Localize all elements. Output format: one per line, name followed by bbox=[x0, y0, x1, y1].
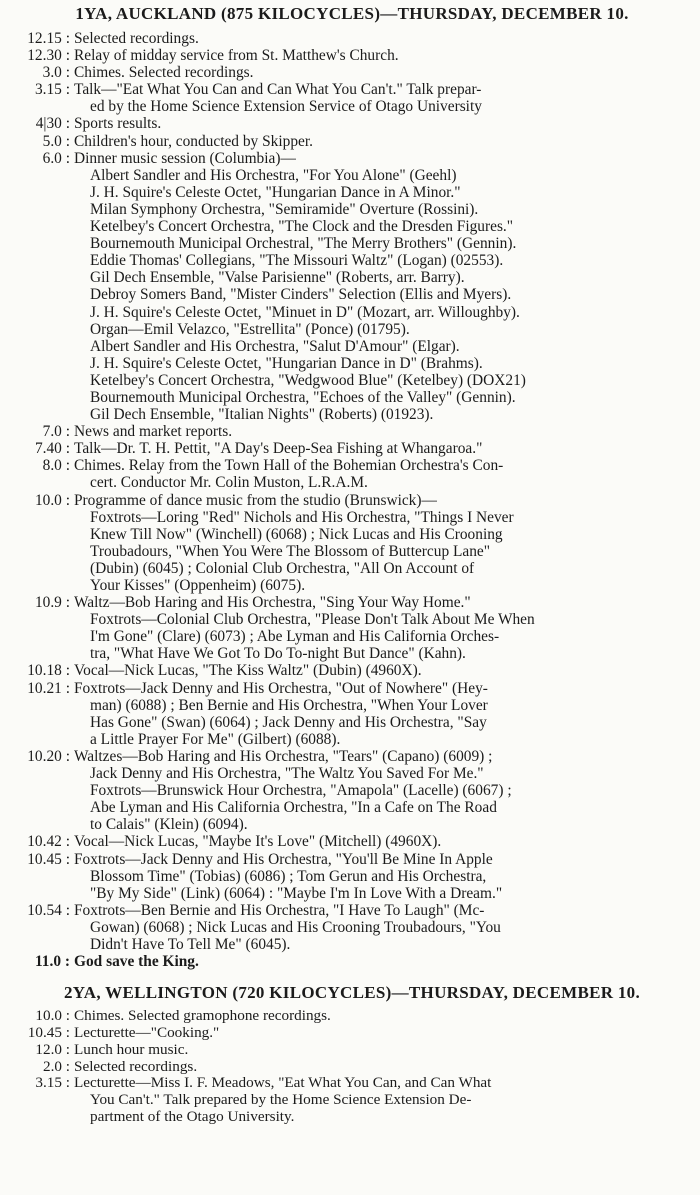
entry-time: 10.9 : bbox=[34, 594, 70, 612]
entry-line: Selected recordings. bbox=[74, 30, 199, 47]
entry-time: 3.15 : bbox=[35, 1074, 70, 1092]
entry-text bbox=[74, 440, 692, 457]
program-entry bbox=[12, 1075, 692, 1125]
entry-line: J. H. Squire's Celeste Octet, "Minuet in D" (Mozart, arr. Willoughby). bbox=[90, 303, 520, 321]
entry-time: 7.0 : bbox=[42, 423, 70, 441]
entry-line: man) (6088) ; Ben Bernie and His Orchestra, "When Your Lover bbox=[90, 696, 488, 714]
program-entry bbox=[12, 594, 692, 662]
entry-line: J. H. Squire's Celeste Octet, "Hungarian Dance in D" (Brahms). bbox=[90, 354, 483, 372]
entry-time: 3.15 : bbox=[34, 81, 70, 99]
entry-line: Lunch hour music. bbox=[74, 1041, 189, 1058]
entry-text bbox=[74, 594, 692, 662]
entry-line: Ketelbey's Concert Orchestra, "Wedgwood Blue" (Ketelbey) (DOX21) bbox=[90, 371, 526, 389]
entry-line: Lecturette—"Cooking." bbox=[74, 1024, 220, 1041]
entry-line: Talk—"Eat What You Can and Can What You Can't." Talk prepar- bbox=[74, 81, 482, 99]
entry-line: Dinner music session (Columbia)— bbox=[74, 149, 296, 167]
entry-text bbox=[74, 748, 692, 833]
entry-time: 10.21 : bbox=[27, 679, 70, 697]
entry-text bbox=[74, 833, 692, 850]
entry-time: 10.45 : bbox=[27, 1023, 70, 1041]
entry-line: Has Gone" (Swan) (6064) ; Jack Denny and His Orchestra, "Say bbox=[90, 713, 487, 731]
entry-time: 3.0 : bbox=[42, 64, 70, 82]
entry-line: partment of the Otago University. bbox=[90, 1108, 295, 1125]
entry-line: Knew Till Now" (Winchell) (6068) ; Nick Lucas and His Crooning bbox=[90, 525, 503, 543]
entry-text bbox=[74, 851, 692, 902]
entry-line: Foxtrots—Jack Denny and His Orchestra, "You'll Be Mine In Apple bbox=[74, 850, 493, 868]
entry-line: Children's hour, conducted by Skipper. bbox=[74, 132, 313, 150]
entry-line: Gil Dech Ensemble, "Italian Nights" (Roberts) (01923). bbox=[90, 406, 434, 424]
entry-line: Albert Sandler and His Orchestra, "For You Alone" (Geehl) bbox=[90, 166, 457, 184]
entry-text bbox=[74, 902, 692, 953]
program-entry bbox=[12, 64, 692, 81]
entry-time: 2.0 : bbox=[42, 1057, 70, 1075]
entry-text bbox=[74, 30, 692, 47]
entry-line: Foxtrots—Brunswick Hour Orchestra, "Amapola" (Lacelle) (6067) ; bbox=[90, 782, 512, 800]
entry-time: 12.15 : bbox=[27, 30, 70, 47]
entry-line: Abe Lyman and His California Orchestra, "In a Cafe on The Road bbox=[90, 799, 497, 817]
entry-line: Programme of dance music from the studio (Brunswick)— bbox=[74, 491, 437, 509]
entry-line: to Calais" (Klein) (6094). bbox=[90, 816, 248, 834]
entry-line: Gowan) (6068) ; Nick Lucas and His Crooning Troubadours, "You bbox=[90, 918, 501, 936]
program-entry bbox=[12, 833, 692, 850]
entry-line: Eddie Thomas' Collegians, "The Missouri Waltz" (Logan) (02553). bbox=[90, 252, 504, 270]
program-entry bbox=[12, 133, 692, 150]
entry-line: Sports results. bbox=[74, 115, 162, 133]
entry-line: "By My Side" (Link) (6064) : "Maybe I'm In Love With a Dream." bbox=[90, 884, 503, 902]
entry-time: 12.30 : bbox=[27, 47, 70, 65]
program-entry bbox=[12, 1025, 692, 1042]
entry-time: 8.0 : bbox=[42, 457, 70, 475]
entry-text bbox=[74, 953, 692, 970]
entry-time: 5.0 : bbox=[42, 132, 70, 150]
program-entry bbox=[12, 662, 692, 679]
program-entry bbox=[12, 748, 692, 833]
entry-line: Vocal—Nick Lucas, "Maybe It's Love" (Mitchell) (4960X). bbox=[74, 833, 442, 851]
entry-line: Jack Denny and His Orchestra, "The Waltz You Saved For Me." bbox=[90, 765, 484, 783]
entry-text bbox=[74, 423, 692, 440]
program-entry bbox=[12, 851, 692, 902]
program-entry bbox=[12, 492, 692, 595]
entry-line: Your Kisses" (Oppenheim) (6075). bbox=[90, 577, 306, 594]
program-entry bbox=[12, 902, 692, 953]
entry-line: Gil Dech Ensemble, "Valse Parisienne" (Roberts, arr. Barry). bbox=[90, 269, 465, 287]
entry-line: Lecturette—Miss I. F. Meadows, "Eat What You Can, and Can What bbox=[74, 1075, 492, 1092]
entry-line: Waltz—Bob Haring and His Orchestra, "Sing Your Way Home." bbox=[74, 594, 471, 612]
entry-line: Selected recordings. bbox=[74, 1058, 198, 1075]
entry-text bbox=[74, 1025, 692, 1042]
entry-time: 10.20 : bbox=[27, 747, 70, 765]
entry-text bbox=[74, 662, 692, 679]
entry-line: J. H. Squire's Celeste Octet, "Hungarian Dance in A Minor." bbox=[90, 183, 461, 201]
entry-line: Chimes. Selected gramophone recordings. bbox=[74, 1008, 331, 1025]
program-entry bbox=[12, 457, 692, 491]
entry-line: cert. Conductor Mr. Colin Muston, L.R.A.M. bbox=[90, 474, 368, 492]
program-list bbox=[12, 30, 692, 970]
entry-time: 10.0 : bbox=[35, 1007, 70, 1025]
program-list bbox=[12, 1008, 692, 1126]
entry-text bbox=[74, 115, 692, 132]
entry-time: 6.0 : bbox=[42, 149, 70, 167]
entry-line: (Dubin) (6045) ; Colonial Club Orchestra, "All On Account of bbox=[90, 559, 475, 577]
entry-line: Blossom Time" (Tobias) (6086) ; Tom Gerun and His Orchestra, bbox=[90, 867, 487, 885]
entry-line: Bournemouth Municipal Orchestral, "The Merry Brothers" (Gennin). bbox=[90, 235, 517, 253]
entry-text bbox=[74, 133, 692, 150]
entry-line: You Can't." Talk prepared by the Home Science Extension De- bbox=[90, 1092, 472, 1109]
entry-line: tra, "What Have We Got To Do To-night But Dance" (Kahn). bbox=[90, 645, 466, 663]
entry-line: Organ—Emil Velazco, "Estrellita" (Ponce) (01795). bbox=[90, 320, 410, 338]
entry-line: Relay of midday service from St. Matthew's Church. bbox=[74, 47, 399, 65]
program-entry bbox=[12, 680, 692, 748]
program-entry bbox=[12, 423, 692, 440]
program-entry bbox=[12, 47, 692, 64]
entry-text bbox=[74, 150, 692, 424]
entry-text bbox=[74, 1075, 692, 1125]
entry-text bbox=[74, 47, 692, 64]
station-heading: 2YA, WELLINGTON (720 KILOCYCLES)—THURSDAY, DECEMBER 10. bbox=[63, 983, 641, 1003]
entry-time: 10.18 : bbox=[27, 662, 70, 680]
program-entry bbox=[12, 1042, 692, 1059]
entry-line: News and market reports. bbox=[74, 423, 233, 441]
entry-time: 10.42 : bbox=[27, 833, 70, 851]
entry-line: Chimes. Selected recordings. bbox=[74, 64, 254, 82]
entry-line: Debroy Somers Band, "Mister Cinders" Selection (Ellis and Myers). bbox=[90, 286, 512, 304]
program-entry bbox=[12, 953, 692, 970]
station-1ya-section bbox=[12, 0, 692, 970]
entry-line: Milan Symphony Orchestra, "Semiramide" Overture (Rossini). bbox=[90, 200, 479, 218]
entry-line: Talk—Dr. T. H. Pettit, "A Day's Deep-Sea Fishing at Whangaroa." bbox=[74, 440, 483, 458]
entry-line: Vocal—Nick Lucas, "The Kiss Waltz" (Dubin) (4960X). bbox=[74, 662, 422, 680]
program-entry bbox=[12, 440, 692, 457]
entry-time: 12.0 : bbox=[35, 1040, 70, 1058]
entry-line: I'm Gone" (Clare) (6073) ; Abe Lyman and His California Orches- bbox=[90, 628, 500, 646]
entry-line: Bournemouth Municipal Orchestra, "Echoes of the Valley" (Gennin). bbox=[90, 388, 516, 406]
entry-line: Troubadours, "When You Were The Blossom of Buttercup Lane" bbox=[90, 542, 491, 560]
entry-time: 11.0 : bbox=[34, 953, 70, 971]
entry-time: 10.0 : bbox=[34, 491, 70, 509]
entry-line: Chimes. Relay from the Town Hall of the Bohemian Orchestra's Con- bbox=[74, 457, 504, 475]
program-entry bbox=[12, 150, 692, 424]
entry-line: Foxtrots—Jack Denny and His Orchestra, "Out of Nowhere" (Hey- bbox=[74, 679, 488, 697]
program-entry bbox=[12, 1008, 692, 1025]
entry-text bbox=[74, 81, 692, 115]
entry-text bbox=[74, 680, 692, 748]
entry-line: Albert Sandler and His Orchestra, "Salut D'Amour" (Elgar). bbox=[90, 337, 460, 355]
entry-time: 7.40 : bbox=[34, 440, 70, 458]
program-entry bbox=[12, 30, 692, 47]
entry-line: a Little Prayer For Me" (Gilbert) (6088). bbox=[90, 730, 341, 748]
entry-line: God save the King. bbox=[74, 953, 199, 971]
entry-text bbox=[74, 1059, 692, 1076]
entry-line: Ketelbey's Concert Orchestra, "The Clock and the Dresden Figures." bbox=[90, 218, 514, 236]
entry-line: Foxtrots—Loring "Red" Nichols and His Orchestra, "Things I Never bbox=[90, 508, 514, 526]
station-2ya-section bbox=[12, 979, 692, 1126]
entry-time: 4|30 : bbox=[35, 115, 70, 133]
entry-text bbox=[74, 64, 692, 81]
entry-line: Foxtrots—Ben Bernie and His Orchestra, "I Have To Laugh" (Mc- bbox=[74, 901, 485, 919]
entry-text bbox=[74, 492, 692, 595]
entry-time: 10.54 : bbox=[27, 901, 70, 919]
station-heading: 1YA, AUCKLAND (875 KILOCYCLES)—THURSDAY, DECEMBER 10. bbox=[75, 4, 629, 23]
entry-time: 10.45 : bbox=[27, 850, 70, 868]
entry-line: Foxtrots—Colonial Club Orchestra, "Please Don't Talk About Me When bbox=[90, 611, 535, 629]
entry-line: Waltzes—Bob Haring and His Orchestra, "Tears" (Capano) (6009) ; bbox=[74, 747, 493, 765]
entry-line: ed by the Home Science Extension Service of Otago University bbox=[90, 98, 482, 116]
entry-line: Didn't Have To Tell Me" (6045). bbox=[90, 935, 291, 953]
program-entry bbox=[12, 115, 692, 132]
entry-text bbox=[74, 1042, 692, 1059]
program-entry bbox=[12, 81, 692, 115]
entry-text bbox=[74, 457, 692, 491]
program-entry bbox=[12, 1059, 692, 1076]
entry-text bbox=[74, 1008, 692, 1025]
